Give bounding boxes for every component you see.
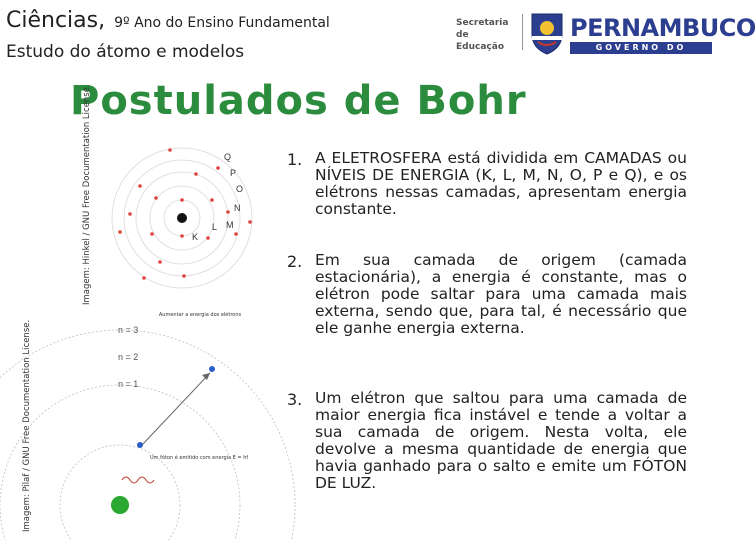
state-crest-icon	[528, 10, 566, 56]
image-credit-2: Imagem: Pilaf / GNU Free Documentation License.	[22, 319, 32, 532]
postulate-text: Em sua camada de origem (camada estacionária), a energia é constante, mas o elétron pode saltar para uma camada mais externa, sendo que, para tal, é necessário que ele ganhe energia externa.	[315, 251, 687, 337]
postulate-number: 3.	[287, 390, 303, 409]
bohr-transition-diagram	[112, 305, 270, 520]
page-title: Postulados de Bohr	[70, 78, 527, 124]
diagram-caption-bottom: Um fóton é emitido com energia E = hf	[150, 455, 249, 461]
bohr-shells-diagram	[100, 138, 268, 308]
gov-label: GOVERNO DO ESTADO	[595, 43, 687, 64]
secretaria-label: Secretaria de Educação	[456, 18, 509, 52]
postulate-number: 2.	[287, 252, 303, 271]
transition-arrow	[142, 373, 210, 445]
state-name: PERNAMBUCO	[570, 14, 756, 42]
nucleus	[177, 213, 187, 223]
postulate-number: 1.	[287, 150, 303, 169]
shell-label-k: K	[192, 232, 199, 242]
level-label-n2: n = 2	[118, 352, 139, 362]
grade: 9º Ano do Ensino Fundamental	[114, 15, 330, 31]
level-label-n3: n = 3	[118, 325, 139, 335]
shell-label-n: N	[234, 203, 241, 213]
postulate-text: A ELETROSFERA está dividida em CAMADAS ou NÍVEIS DE ENERGIA (K, L, M, N, O, P e Q), e os elétrons nessas camadas, apresentam energia constante.	[315, 149, 687, 218]
diagram-caption-top: Aumentar a energia dos elétrons	[158, 312, 242, 318]
shell-label-p: P	[230, 168, 237, 178]
header-divider	[522, 14, 523, 50]
level-label-n1: n = 1	[118, 379, 139, 389]
shell-label-m: M	[226, 220, 234, 230]
shell-label-q: Q	[224, 152, 232, 162]
image-credit-1: Imagem: Hinkel / GNU Free Documentation License.	[82, 84, 92, 305]
shell-label-l: L	[212, 222, 218, 232]
nucleus-dot	[111, 496, 129, 514]
shell-label-o: O	[236, 184, 244, 194]
topic: Estudo do átomo e modelos	[6, 42, 245, 62]
subject: Ciências,	[6, 8, 106, 33]
header-title	[6, 8, 330, 33]
header	[0, 0, 756, 76]
postulate-text: Um elétron que saltou para uma camada de maior energia fica instável e tende a voltar a sua camada de origem. Nesta volta, ele devolve a mesma quantidade de energia que havia ganhado para o salto e emite um FÓTON DE LUZ.	[315, 389, 687, 492]
